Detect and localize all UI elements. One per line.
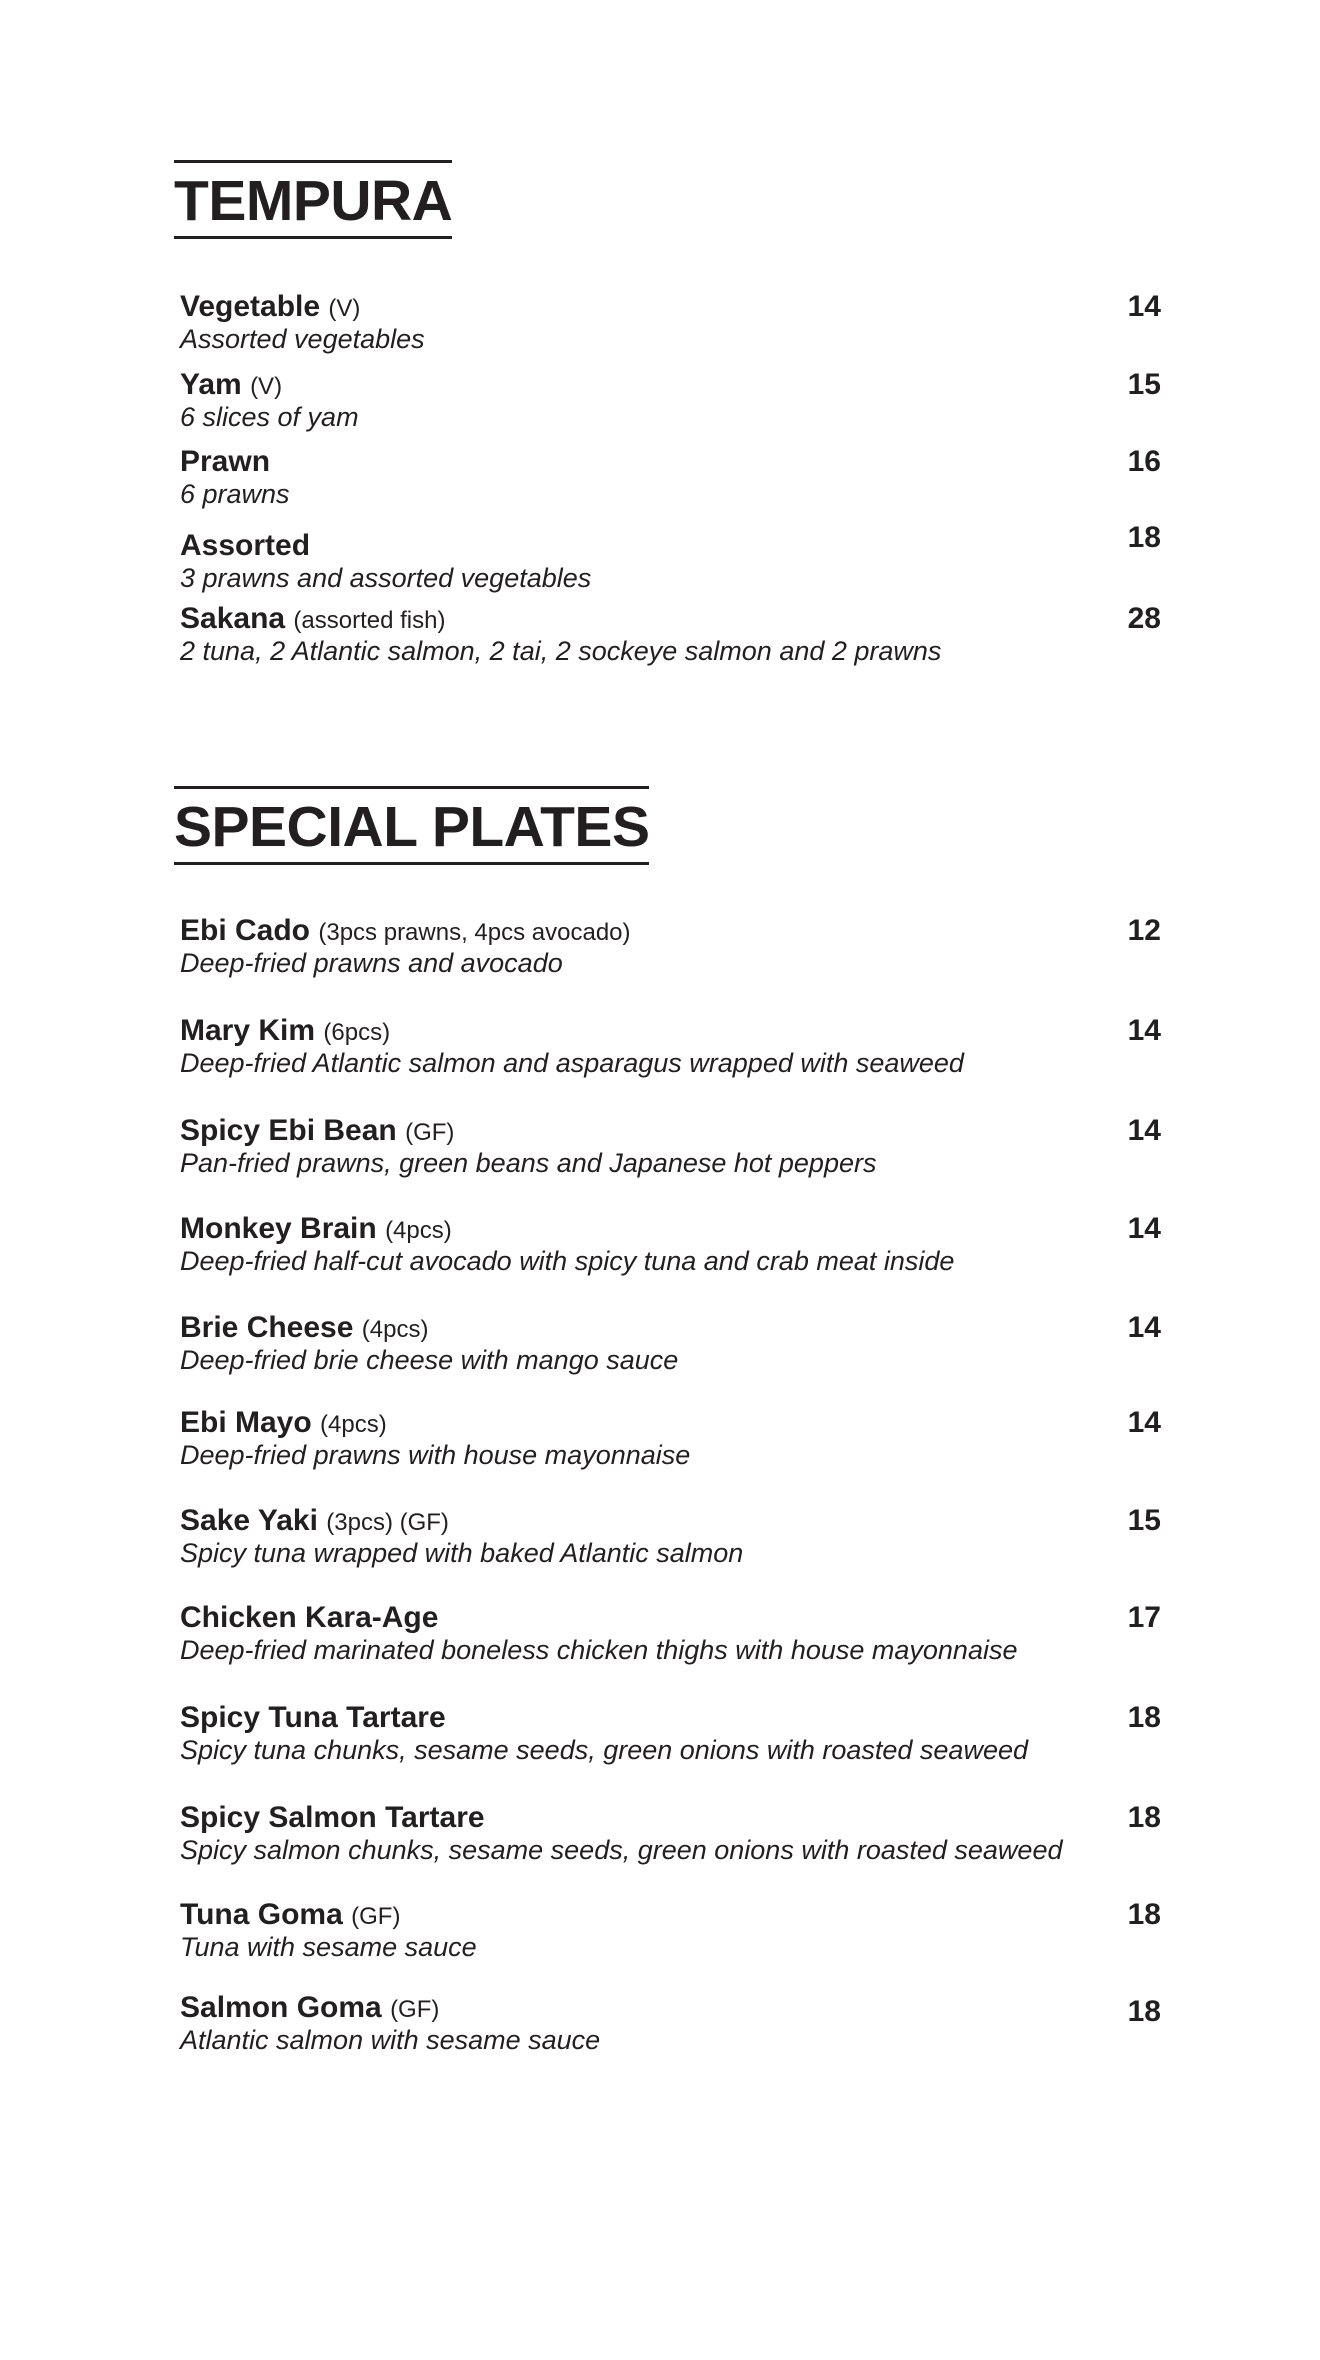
item-description: 6 slices of yam — [180, 402, 359, 432]
item-description: Spicy tuna wrapped with baked Atlantic salmon — [180, 1538, 744, 1568]
item-description: Deep-fried prawns with house mayonnaise — [180, 1440, 691, 1470]
menu-item-ebi-cado — [180, 916, 1180, 978]
item-note: (GF) — [405, 1119, 455, 1146]
item-price: 18 — [1127, 1701, 1161, 1734]
item-note: (4pcs) — [361, 1316, 429, 1343]
item-description: Spicy salmon chunks, sesame seeds, green onions with roasted seaweed — [180, 1835, 1063, 1865]
menu-item-salmon-goma — [180, 1993, 1180, 2055]
item-description: Atlantic salmon with sesame sauce — [180, 2025, 601, 2055]
item-name: Sakana — [180, 602, 286, 635]
item-note: (V) — [250, 373, 283, 400]
item-note: (assorted fish) — [293, 607, 446, 634]
menu-item-yam — [180, 370, 1180, 432]
item-name: Sake Yaki — [180, 1504, 318, 1537]
item-description: Deep-fried Atlantic salmon and asparagus wrapped with seaweed — [180, 1048, 964, 1078]
item-name: Brie Cheese — [180, 1311, 354, 1344]
item-price: 18 — [1127, 521, 1161, 554]
item-name: Tuna Goma — [180, 1898, 343, 1931]
menu-item-brie-cheese — [180, 1313, 1180, 1375]
item-price: 17 — [1127, 1601, 1161, 1634]
item-name: Assorted — [180, 529, 311, 562]
item-note: (GF) — [351, 1903, 401, 1930]
item-price: 16 — [1127, 445, 1161, 478]
item-note: (3pcs) (GF) — [326, 1509, 449, 1536]
item-note: (3pcs prawns, 4pcs avocado) — [318, 919, 631, 946]
menu-item-tuna-goma — [180, 1900, 1180, 1962]
item-name: Chicken Kara-Age — [180, 1601, 439, 1634]
menu-item-spicy-ebi-bean — [180, 1116, 1180, 1178]
item-note: (4pcs) — [385, 1217, 452, 1244]
menu-item-vegetable — [180, 292, 1180, 354]
item-name: Yam — [180, 368, 242, 401]
menu-item-spicy-tuna-tartare — [180, 1703, 1180, 1765]
menu-item-sake-yaki — [180, 1506, 1180, 1568]
item-price: 14 — [1127, 1212, 1161, 1245]
menu-item-prawn — [180, 447, 1180, 509]
item-description: 2 tuna, 2 Atlantic salmon, 2 tai, 2 sockeye salmon and 2 prawns — [180, 636, 942, 666]
item-name: Spicy Salmon Tartare — [180, 1801, 485, 1834]
item-description: 6 prawns — [180, 479, 290, 509]
item-price: 18 — [1127, 1801, 1161, 1834]
section-title-special-plates: SPECIAL PLATES — [174, 786, 649, 865]
item-name: Ebi Mayo — [180, 1406, 312, 1439]
item-description: Deep-fried half-cut avocado with spicy tuna and crab meat inside — [180, 1246, 955, 1276]
item-description: Assorted vegetables — [180, 324, 425, 354]
item-name: Salmon Goma — [180, 1991, 382, 2024]
item-price: 14 — [1127, 290, 1161, 323]
item-name: Mary Kim — [180, 1014, 316, 1047]
item-description: Deep-fried marinated boneless chicken thighs with house mayonnaise — [180, 1635, 1018, 1665]
item-price: 18 — [1127, 1898, 1161, 1931]
section-title-tempura: TEMPURA — [174, 160, 452, 239]
menu-item-chicken-kara-age — [180, 1603, 1180, 1665]
item-price: 15 — [1127, 368, 1161, 401]
item-name: Spicy Ebi Bean — [180, 1114, 397, 1147]
item-price: 14 — [1127, 1114, 1161, 1147]
item-price: 15 — [1127, 1504, 1161, 1537]
menu-item-assorted — [180, 531, 1180, 593]
item-note: (V) — [328, 295, 361, 322]
item-description: 3 prawns and assorted vegetables — [180, 563, 592, 593]
item-note: (GF) — [390, 1996, 440, 2023]
item-price: 12 — [1127, 914, 1161, 947]
item-description: Deep-fried brie cheese with mango sauce — [180, 1345, 679, 1375]
item-name: Monkey Brain — [180, 1212, 377, 1245]
item-note: (6pcs) — [323, 1019, 391, 1046]
item-name: Spicy Tuna Tartare — [180, 1701, 446, 1734]
menu-item-monkey-brain — [180, 1214, 1180, 1276]
item-price: 18 — [1127, 1995, 1161, 2028]
item-description: Spicy tuna chunks, sesame seeds, green onions with roasted seaweed — [180, 1735, 1028, 1765]
item-description: Deep-fried prawns and avocado — [180, 948, 563, 978]
item-name: Vegetable — [180, 290, 321, 323]
item-price: 14 — [1127, 1014, 1161, 1047]
menu-item-mary-kim — [180, 1016, 1180, 1078]
item-price: 28 — [1127, 602, 1161, 635]
item-description: Tuna with sesame sauce — [180, 1932, 477, 1962]
menu-item-sakana — [180, 604, 1180, 666]
item-name: Prawn — [180, 445, 271, 478]
item-description: Pan-fried prawns, green beans and Japanese hot peppers — [180, 1148, 877, 1178]
item-name: Ebi Cado — [180, 914, 311, 947]
item-note: (4pcs) — [320, 1411, 387, 1438]
item-price: 14 — [1127, 1311, 1161, 1344]
menu-item-ebi-mayo — [180, 1408, 1180, 1470]
item-price: 14 — [1127, 1406, 1161, 1439]
menu-item-spicy-salmon-tartare — [180, 1803, 1180, 1865]
